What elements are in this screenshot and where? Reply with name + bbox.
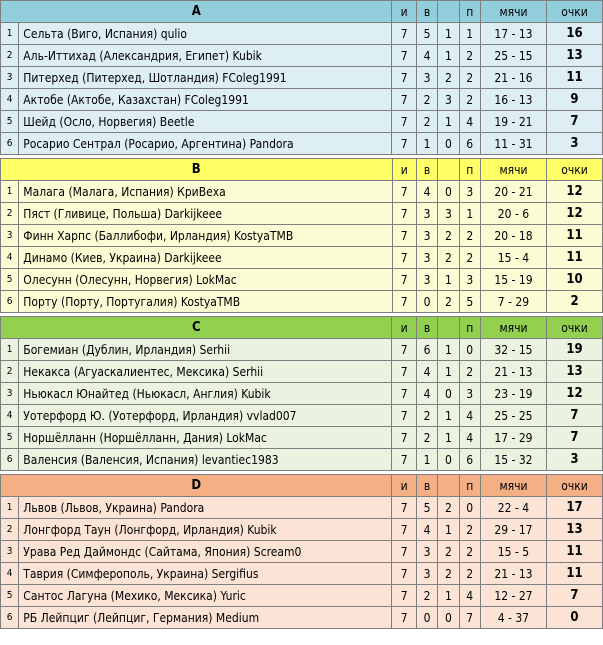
table-row (1, 203, 603, 225)
col-header-wins: в (416, 159, 437, 181)
row-position: 3 (1, 383, 19, 405)
draws: 1 (438, 23, 459, 45)
points: 0 (547, 607, 603, 629)
table-row (1, 45, 603, 67)
games-played: 7 (392, 541, 416, 563)
wins: 2 (416, 111, 437, 133)
group-name: C (1, 317, 392, 339)
table-row (1, 361, 603, 383)
draws: 2 (438, 541, 459, 563)
wins: 3 (416, 541, 437, 563)
losses: 2 (459, 247, 480, 269)
losses: 3 (459, 181, 480, 203)
games-played: 7 (392, 607, 416, 629)
points: 11 (547, 247, 603, 269)
games-played: 7 (392, 45, 416, 67)
games-played: 7 (392, 563, 416, 585)
draws: 0 (438, 133, 459, 155)
draws: 1 (438, 519, 459, 541)
team-name: Львов (Львов, Украина) Pandora (19, 497, 392, 519)
row-position: 1 (1, 181, 19, 203)
row-position: 3 (1, 67, 19, 89)
team-name: Таврия (Симферополь, Украина) Sergifius (19, 563, 392, 585)
team-name: Ньюкасл Юнайтед (Ньюкасл, Англия) Kubik (19, 383, 392, 405)
group-table-c (0, 316, 603, 471)
draws: 2 (438, 247, 459, 269)
points: 7 (547, 585, 603, 607)
col-header-losses: п (459, 475, 480, 497)
wins: 1 (416, 449, 437, 471)
row-position: 4 (1, 563, 19, 585)
draws: 1 (438, 45, 459, 67)
games-played: 7 (392, 339, 416, 361)
team-name: Богемиан (Дублин, Ирландия) Serhii (19, 339, 392, 361)
games-played: 7 (392, 89, 416, 111)
points: 7 (547, 427, 603, 449)
losses: 4 (459, 585, 480, 607)
col-header-games: и (392, 317, 416, 339)
draws: 2 (438, 563, 459, 585)
team-name: Финн Харпс (Баллибофи, Ирландия) KostyaTMB (19, 225, 392, 247)
wins: 3 (416, 225, 437, 247)
losses: 3 (459, 269, 480, 291)
col-header-draws (438, 475, 459, 497)
draws: 0 (438, 181, 459, 203)
draws: 1 (438, 269, 459, 291)
draws: 2 (438, 67, 459, 89)
goals: 4 - 37 (480, 607, 546, 629)
points: 12 (547, 181, 603, 203)
wins: 4 (416, 519, 437, 541)
team-name: Норшёлланн (Норшёлланн, Дания) LokMac (19, 427, 392, 449)
points: 2 (547, 291, 603, 313)
draws: 3 (438, 203, 459, 225)
table-row (1, 339, 603, 361)
losses: 2 (459, 45, 480, 67)
wins: 3 (416, 563, 437, 585)
wins: 3 (416, 247, 437, 269)
group-header-row (1, 1, 603, 23)
group-header-row (1, 317, 603, 339)
col-header-goals: мячи (480, 475, 546, 497)
games-played: 7 (392, 519, 416, 541)
goals: 17 - 13 (480, 23, 546, 45)
group-name: B (1, 159, 393, 181)
goals: 7 - 29 (480, 291, 546, 313)
goals: 21 - 13 (480, 563, 546, 585)
wins: 2 (416, 427, 437, 449)
table-row (1, 269, 603, 291)
points: 12 (547, 383, 603, 405)
losses: 1 (459, 23, 480, 45)
col-header-goals: мячи (480, 1, 546, 23)
goals: 20 - 21 (480, 181, 546, 203)
goals: 23 - 19 (480, 383, 546, 405)
col-header-wins: в (416, 1, 437, 23)
draws: 1 (438, 427, 459, 449)
table-row (1, 427, 603, 449)
goals: 15 - 19 (480, 269, 546, 291)
table-row (1, 497, 603, 519)
row-position: 5 (1, 427, 19, 449)
row-position: 2 (1, 203, 19, 225)
row-position: 5 (1, 111, 19, 133)
losses: 1 (459, 203, 480, 225)
points: 10 (547, 269, 603, 291)
team-name: Некакса (Агуаскалиентес, Мексика) Serhii (19, 361, 392, 383)
games-played: 7 (392, 133, 416, 155)
row-position: 1 (1, 23, 19, 45)
group-table-b (0, 158, 603, 313)
wins: 4 (416, 45, 437, 67)
goals: 15 - 5 (480, 541, 546, 563)
col-header-games: и (392, 159, 416, 181)
games-played: 7 (392, 585, 416, 607)
col-header-draws (438, 1, 459, 23)
losses: 6 (459, 133, 480, 155)
losses: 2 (459, 361, 480, 383)
losses: 5 (459, 291, 480, 313)
wins: 2 (416, 585, 437, 607)
team-name: Малага (Малага, Испания) КриВеха (19, 181, 392, 203)
group-table-d (0, 474, 603, 629)
row-position: 3 (1, 541, 19, 563)
row-position: 6 (1, 449, 19, 471)
games-played: 7 (392, 361, 416, 383)
table-row (1, 541, 603, 563)
losses: 4 (459, 111, 480, 133)
table-row (1, 449, 603, 471)
losses: 2 (459, 67, 480, 89)
points: 11 (547, 225, 603, 247)
games-played: 7 (392, 247, 416, 269)
goals: 16 - 13 (480, 89, 546, 111)
row-position: 1 (1, 497, 19, 519)
row-position: 2 (1, 361, 19, 383)
goals: 12 - 27 (480, 585, 546, 607)
team-name: Олесунн (Олесунн, Норвегия) LokMac (19, 269, 392, 291)
wins: 3 (416, 67, 437, 89)
wins: 4 (416, 361, 437, 383)
losses: 2 (459, 519, 480, 541)
row-position: 6 (1, 291, 19, 313)
games-played: 7 (392, 405, 416, 427)
goals: 19 - 21 (480, 111, 546, 133)
team-name: Сантос Лагуна (Мехико, Мексика) Yuric (19, 585, 392, 607)
points: 11 (547, 67, 603, 89)
goals: 15 - 32 (480, 449, 546, 471)
games-played: 7 (392, 427, 416, 449)
team-name: Порту (Порту, Португалия) KostyaTMB (19, 291, 392, 313)
team-name: Шейд (Осло, Норвегия) Beetle (19, 111, 392, 133)
games-played: 7 (392, 67, 416, 89)
wins: 5 (416, 23, 437, 45)
col-header-draws (438, 159, 459, 181)
draws: 0 (438, 449, 459, 471)
draws: 2 (438, 291, 459, 313)
table-row (1, 23, 603, 45)
col-header-games: и (392, 475, 416, 497)
table-row (1, 247, 603, 269)
group-table-a (0, 0, 603, 155)
group-header-row (1, 159, 603, 181)
team-name: Динамо (Киев, Украина) Darkijkeee (19, 247, 392, 269)
row-position: 2 (1, 519, 19, 541)
goals: 29 - 17 (480, 519, 546, 541)
games-played: 7 (392, 23, 416, 45)
games-played: 7 (392, 497, 416, 519)
losses: 7 (459, 607, 480, 629)
wins: 0 (416, 291, 437, 313)
group-name: D (1, 475, 392, 497)
games-played: 7 (392, 383, 416, 405)
points: 11 (547, 541, 603, 563)
row-position: 6 (1, 607, 19, 629)
wins: 3 (416, 269, 437, 291)
col-header-points: очки (547, 475, 603, 497)
row-position: 5 (1, 585, 19, 607)
col-header-losses: п (459, 159, 480, 181)
losses: 0 (459, 497, 480, 519)
row-position: 4 (1, 405, 19, 427)
col-header-games: и (392, 1, 416, 23)
row-position: 5 (1, 269, 19, 291)
goals: 21 - 13 (480, 361, 546, 383)
losses: 2 (459, 89, 480, 111)
games-played: 7 (392, 111, 416, 133)
team-name: Лонгфорд Таун (Лонгфорд, Ирландия) Kubik (19, 519, 392, 541)
team-name: Валенсия (Валенсия, Испания) levantiec1983 (19, 449, 392, 471)
col-header-points: очки (547, 1, 603, 23)
table-row (1, 111, 603, 133)
row-position: 1 (1, 339, 19, 361)
team-name: Сельта (Виго, Испания) qulio (19, 23, 392, 45)
points: 16 (547, 23, 603, 45)
wins: 4 (416, 383, 437, 405)
goals: 20 - 6 (480, 203, 546, 225)
goals: 11 - 31 (480, 133, 546, 155)
col-header-wins: в (416, 475, 437, 497)
wins: 5 (416, 497, 437, 519)
losses: 2 (459, 225, 480, 247)
row-position: 2 (1, 45, 19, 67)
team-name: Уотерфорд Ю. (Уотерфорд, Ирландия) vvlad007 (19, 405, 392, 427)
points: 13 (547, 45, 603, 67)
col-header-draws (438, 317, 459, 339)
losses: 0 (459, 339, 480, 361)
wins: 6 (416, 339, 437, 361)
table-row (1, 67, 603, 89)
goals: 15 - 4 (480, 247, 546, 269)
losses: 2 (459, 563, 480, 585)
points: 13 (547, 519, 603, 541)
wins: 4 (416, 181, 437, 203)
group-name: A (1, 1, 392, 23)
goals: 17 - 29 (480, 427, 546, 449)
wins: 3 (416, 203, 437, 225)
draws: 2 (438, 225, 459, 247)
row-position: 4 (1, 247, 19, 269)
wins: 2 (416, 405, 437, 427)
team-name: Росарио Сентрал (Росарио, Аргентина) Pandora (19, 133, 392, 155)
row-position: 3 (1, 225, 19, 247)
draws: 0 (438, 607, 459, 629)
team-name: Пяст (Гливице, Польша) Darkijkeee (19, 203, 392, 225)
team-name: Актобе (Актобе, Казахстан) FColeg1991 (19, 89, 392, 111)
col-header-points: очки (547, 159, 603, 181)
losses: 3 (459, 383, 480, 405)
goals: 32 - 15 (480, 339, 546, 361)
points: 13 (547, 361, 603, 383)
points: 3 (547, 133, 603, 155)
draws: 1 (438, 585, 459, 607)
team-name: Питерхед (Питерхед, Шотландия) FColeg1991 (19, 67, 392, 89)
wins: 1 (416, 133, 437, 155)
row-position: 6 (1, 133, 19, 155)
points: 7 (547, 405, 603, 427)
table-row (1, 291, 603, 313)
team-name: Урава Ред Даймондс (Сайтама, Япония) Scream0 (19, 541, 392, 563)
games-played: 7 (392, 449, 416, 471)
goals: 21 - 16 (480, 67, 546, 89)
col-header-wins: в (416, 317, 437, 339)
draws: 1 (438, 339, 459, 361)
points: 12 (547, 203, 603, 225)
draws: 1 (438, 361, 459, 383)
table-row (1, 89, 603, 111)
team-name: РБ Лейпциг (Лейпциг, Германия) Medium (19, 607, 392, 629)
col-header-goals: мячи (480, 159, 546, 181)
goals: 20 - 18 (480, 225, 546, 247)
col-header-goals: мячи (480, 317, 546, 339)
table-row (1, 519, 603, 541)
col-header-losses: п (459, 1, 480, 23)
col-header-losses: п (459, 317, 480, 339)
draws: 3 (438, 89, 459, 111)
points: 7 (547, 111, 603, 133)
table-row (1, 607, 603, 629)
games-played: 7 (392, 291, 416, 313)
points: 3 (547, 449, 603, 471)
draws: 2 (438, 497, 459, 519)
col-header-points: очки (547, 317, 603, 339)
table-row (1, 225, 603, 247)
games-played: 7 (392, 269, 416, 291)
wins: 2 (416, 89, 437, 111)
table-row (1, 585, 603, 607)
losses: 4 (459, 427, 480, 449)
games-played: 7 (392, 203, 416, 225)
points: 17 (547, 497, 603, 519)
draws: 1 (438, 111, 459, 133)
draws: 0 (438, 383, 459, 405)
losses: 4 (459, 405, 480, 427)
draws: 1 (438, 405, 459, 427)
goals: 25 - 15 (480, 45, 546, 67)
team-name: Аль-Иттихад (Александрия, Египет) Kubik (19, 45, 392, 67)
points: 11 (547, 563, 603, 585)
table-row (1, 181, 603, 203)
row-position: 4 (1, 89, 19, 111)
losses: 2 (459, 541, 480, 563)
points: 9 (547, 89, 603, 111)
wins: 0 (416, 607, 437, 629)
losses: 6 (459, 449, 480, 471)
table-row (1, 383, 603, 405)
table-row (1, 405, 603, 427)
table-row (1, 563, 603, 585)
goals: 22 - 4 (480, 497, 546, 519)
games-played: 7 (392, 181, 416, 203)
table-row (1, 133, 603, 155)
games-played: 7 (392, 225, 416, 247)
goals: 25 - 25 (480, 405, 546, 427)
points: 19 (547, 339, 603, 361)
group-header-row (1, 475, 603, 497)
